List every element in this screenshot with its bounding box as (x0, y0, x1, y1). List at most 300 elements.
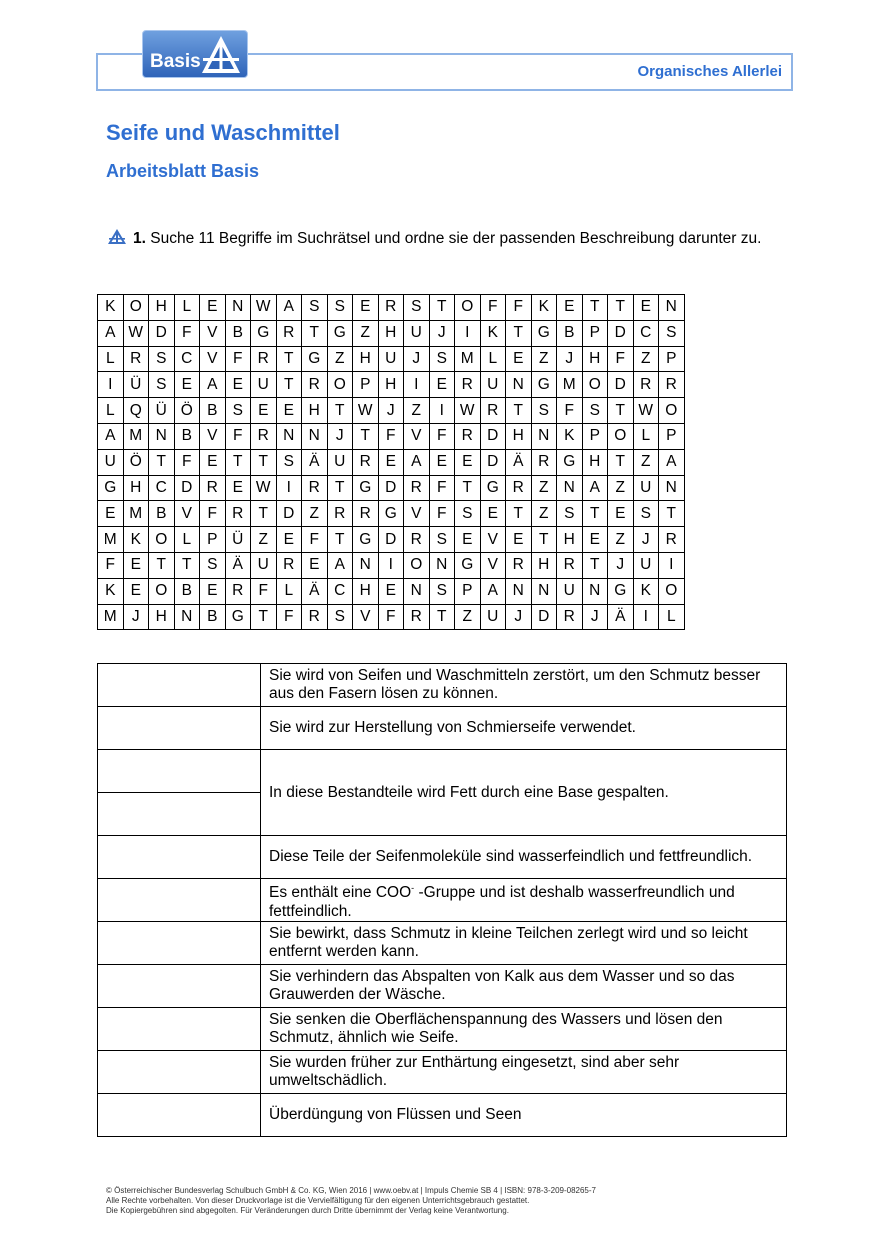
grid-letter[interactable]: N (659, 475, 685, 501)
grid-letter[interactable]: B (174, 578, 200, 604)
grid-letter[interactable]: N (404, 578, 430, 604)
grid-letter[interactable]: K (633, 578, 659, 604)
grid-letter[interactable]: B (225, 320, 251, 346)
grid-letter[interactable]: E (429, 372, 455, 398)
grid-letter[interactable]: J (608, 552, 634, 578)
grid-letter[interactable]: B (200, 398, 226, 424)
grid-letter[interactable]: E (378, 449, 404, 475)
grid-letter[interactable]: K (98, 578, 124, 604)
grid-letter[interactable]: E (276, 527, 302, 553)
grid-letter[interactable]: N (429, 552, 455, 578)
grid-letter[interactable]: J (327, 423, 353, 449)
grid-letter[interactable]: T (455, 475, 481, 501)
grid-letter[interactable]: G (353, 527, 379, 553)
grid-letter[interactable]: F (429, 475, 455, 501)
grid-letter[interactable]: A (480, 578, 506, 604)
grid-letter[interactable]: N (506, 578, 532, 604)
grid-letter[interactable]: N (557, 475, 583, 501)
grid-letter[interactable]: H (582, 346, 608, 372)
grid-letter[interactable]: S (659, 320, 685, 346)
grid-letter[interactable]: S (200, 552, 226, 578)
grid-letter[interactable]: O (149, 527, 175, 553)
grid-letter[interactable]: T (429, 295, 455, 321)
grid-letter[interactable]: Z (531, 346, 557, 372)
grid-letter[interactable]: E (557, 295, 583, 321)
grid-letter[interactable]: G (480, 475, 506, 501)
grid-letter[interactable]: H (149, 604, 175, 630)
grid-letter[interactable]: V (404, 423, 430, 449)
grid-letter[interactable]: N (506, 372, 532, 398)
grid-letter[interactable]: E (302, 552, 328, 578)
grid-letter[interactable]: T (531, 527, 557, 553)
grid-letter[interactable]: L (480, 346, 506, 372)
grid-letter[interactable]: G (353, 475, 379, 501)
grid-letter[interactable]: S (327, 295, 353, 321)
grid-letter[interactable]: L (174, 527, 200, 553)
answer-cell[interactable] (98, 1094, 261, 1137)
grid-letter[interactable]: I (378, 552, 404, 578)
grid-letter[interactable]: I (659, 552, 685, 578)
grid-letter[interactable]: W (633, 398, 659, 424)
grid-letter[interactable]: E (455, 527, 481, 553)
grid-letter[interactable]: R (200, 475, 226, 501)
grid-letter[interactable]: T (302, 320, 328, 346)
grid-letter[interactable]: Z (531, 501, 557, 527)
grid-letter[interactable]: S (582, 398, 608, 424)
grid-letter[interactable]: R (225, 578, 251, 604)
grid-letter[interactable]: N (353, 552, 379, 578)
grid-letter[interactable]: K (123, 527, 149, 553)
grid-letter[interactable]: A (276, 295, 302, 321)
grid-letter[interactable]: M (123, 501, 149, 527)
grid-letter[interactable]: F (174, 320, 200, 346)
grid-letter[interactable]: S (633, 501, 659, 527)
grid-letter[interactable]: M (557, 372, 583, 398)
grid-letter[interactable]: T (251, 501, 277, 527)
grid-letter[interactable]: N (225, 295, 251, 321)
grid-letter[interactable]: O (455, 295, 481, 321)
grid-letter[interactable]: R (659, 372, 685, 398)
grid-letter[interactable]: N (302, 423, 328, 449)
grid-letter[interactable]: H (506, 423, 532, 449)
grid-letter[interactable]: V (174, 501, 200, 527)
grid-letter[interactable]: D (276, 501, 302, 527)
grid-letter[interactable]: R (327, 501, 353, 527)
grid-letter[interactable]: U (251, 552, 277, 578)
grid-letter[interactable]: E (200, 295, 226, 321)
grid-letter[interactable]: S (276, 449, 302, 475)
grid-letter[interactable]: E (200, 449, 226, 475)
grid-letter[interactable]: P (582, 320, 608, 346)
grid-letter[interactable]: R (276, 320, 302, 346)
grid-letter[interactable]: D (378, 475, 404, 501)
grid-letter[interactable]: Ü (123, 372, 149, 398)
grid-letter[interactable]: E (225, 372, 251, 398)
grid-letter[interactable]: P (582, 423, 608, 449)
grid-letter[interactable]: E (251, 398, 277, 424)
grid-letter[interactable]: F (200, 501, 226, 527)
grid-letter[interactable]: V (353, 604, 379, 630)
grid-letter[interactable]: O (659, 398, 685, 424)
grid-letter[interactable]: T (608, 449, 634, 475)
grid-letter[interactable]: T (174, 552, 200, 578)
grid-letter[interactable]: S (531, 398, 557, 424)
grid-letter[interactable]: S (327, 604, 353, 630)
grid-letter[interactable]: H (353, 346, 379, 372)
grid-letter[interactable]: S (149, 346, 175, 372)
grid-letter[interactable]: G (455, 552, 481, 578)
grid-letter[interactable]: O (404, 552, 430, 578)
grid-letter[interactable]: W (123, 320, 149, 346)
grid-letter[interactable]: S (302, 295, 328, 321)
grid-letter[interactable]: G (608, 578, 634, 604)
grid-letter[interactable]: R (455, 372, 481, 398)
grid-letter[interactable]: J (633, 527, 659, 553)
grid-letter[interactable]: U (98, 449, 124, 475)
grid-letter[interactable]: T (327, 398, 353, 424)
grid-letter[interactable]: F (378, 604, 404, 630)
grid-letter[interactable]: Ä (608, 604, 634, 630)
grid-letter[interactable]: V (200, 320, 226, 346)
grid-letter[interactable]: D (174, 475, 200, 501)
grid-letter[interactable]: I (404, 372, 430, 398)
grid-letter[interactable]: P (200, 527, 226, 553)
grid-letter[interactable]: E (633, 295, 659, 321)
grid-letter[interactable]: F (225, 423, 251, 449)
grid-letter[interactable]: T (149, 449, 175, 475)
grid-letter[interactable]: V (200, 346, 226, 372)
grid-letter[interactable]: E (353, 295, 379, 321)
grid-letter[interactable]: T (506, 398, 532, 424)
grid-letter[interactable]: E (174, 372, 200, 398)
grid-letter[interactable]: E (200, 578, 226, 604)
grid-letter[interactable]: G (251, 320, 277, 346)
grid-letter[interactable]: G (531, 320, 557, 346)
grid-letter[interactable]: D (608, 372, 634, 398)
answer-cell[interactable] (98, 1008, 261, 1051)
grid-letter[interactable]: J (429, 320, 455, 346)
grid-letter[interactable]: Z (608, 475, 634, 501)
grid-letter[interactable]: V (404, 501, 430, 527)
grid-letter[interactable]: R (455, 423, 481, 449)
grid-letter[interactable]: L (98, 398, 124, 424)
grid-letter[interactable]: J (557, 346, 583, 372)
grid-letter[interactable]: S (429, 527, 455, 553)
answer-cell[interactable] (98, 707, 261, 750)
grid-letter[interactable]: R (123, 346, 149, 372)
grid-letter[interactable]: R (659, 527, 685, 553)
grid-letter[interactable]: T (225, 449, 251, 475)
grid-letter[interactable]: E (378, 578, 404, 604)
grid-letter[interactable]: R (480, 398, 506, 424)
grid-letter[interactable]: O (608, 423, 634, 449)
grid-letter[interactable]: N (531, 578, 557, 604)
answer-cell[interactable] (98, 793, 261, 836)
grid-letter[interactable]: S (225, 398, 251, 424)
grid-letter[interactable]: E (480, 501, 506, 527)
grid-letter[interactable]: H (149, 295, 175, 321)
grid-letter[interactable]: Z (353, 320, 379, 346)
grid-letter[interactable]: U (633, 475, 659, 501)
grid-letter[interactable]: R (557, 552, 583, 578)
grid-letter[interactable]: E (98, 501, 124, 527)
grid-letter[interactable]: G (302, 346, 328, 372)
grid-letter[interactable]: J (582, 604, 608, 630)
grid-letter[interactable]: E (429, 449, 455, 475)
grid-letter[interactable]: S (455, 501, 481, 527)
grid-letter[interactable]: N (531, 423, 557, 449)
grid-letter[interactable]: N (276, 423, 302, 449)
grid-letter[interactable]: R (557, 604, 583, 630)
grid-letter[interactable]: B (557, 320, 583, 346)
grid-letter[interactable]: U (327, 449, 353, 475)
grid-letter[interactable]: R (506, 475, 532, 501)
grid-letter[interactable]: A (98, 320, 124, 346)
grid-letter[interactable]: U (251, 372, 277, 398)
grid-letter[interactable]: G (98, 475, 124, 501)
grid-letter[interactable]: F (608, 346, 634, 372)
grid-letter[interactable]: R (353, 501, 379, 527)
grid-letter[interactable]: G (531, 372, 557, 398)
grid-letter[interactable]: U (633, 552, 659, 578)
grid-letter[interactable]: P (455, 578, 481, 604)
grid-letter[interactable]: D (480, 423, 506, 449)
grid-letter[interactable]: T (276, 372, 302, 398)
grid-letter[interactable]: U (557, 578, 583, 604)
grid-letter[interactable]: I (98, 372, 124, 398)
grid-letter[interactable]: Z (633, 346, 659, 372)
grid-letter[interactable]: H (378, 320, 404, 346)
grid-letter[interactable]: Z (327, 346, 353, 372)
grid-letter[interactable]: W (251, 475, 277, 501)
grid-letter[interactable]: A (582, 475, 608, 501)
grid-letter[interactable]: T (608, 398, 634, 424)
grid-letter[interactable]: Ü (225, 527, 251, 553)
grid-letter[interactable]: V (480, 552, 506, 578)
grid-letter[interactable]: Z (455, 604, 481, 630)
grid-letter[interactable]: E (225, 475, 251, 501)
grid-letter[interactable]: Ö (174, 398, 200, 424)
answer-cell[interactable] (98, 664, 261, 707)
grid-letter[interactable]: Ö (123, 449, 149, 475)
grid-letter[interactable]: M (123, 423, 149, 449)
grid-letter[interactable]: R (302, 604, 328, 630)
grid-letter[interactable]: K (557, 423, 583, 449)
grid-letter[interactable]: D (149, 320, 175, 346)
grid-letter[interactable]: R (378, 295, 404, 321)
grid-letter[interactable]: N (174, 604, 200, 630)
grid-letter[interactable]: R (353, 449, 379, 475)
grid-letter[interactable]: K (531, 295, 557, 321)
grid-letter[interactable]: E (506, 346, 532, 372)
grid-letter[interactable]: R (225, 501, 251, 527)
grid-letter[interactable]: J (404, 346, 430, 372)
grid-letter[interactable]: T (608, 295, 634, 321)
grid-letter[interactable]: C (174, 346, 200, 372)
grid-letter[interactable]: F (378, 423, 404, 449)
grid-letter[interactable]: Ä (225, 552, 251, 578)
grid-letter[interactable]: C (327, 578, 353, 604)
grid-letter[interactable]: I (633, 604, 659, 630)
grid-letter[interactable]: F (480, 295, 506, 321)
grid-letter[interactable]: F (276, 604, 302, 630)
grid-letter[interactable]: B (149, 501, 175, 527)
answer-cell[interactable] (98, 922, 261, 965)
grid-letter[interactable]: P (353, 372, 379, 398)
grid-letter[interactable]: R (302, 475, 328, 501)
grid-letter[interactable]: O (327, 372, 353, 398)
grid-letter[interactable]: R (302, 372, 328, 398)
grid-letter[interactable]: I (276, 475, 302, 501)
grid-letter[interactable]: R (531, 449, 557, 475)
answer-cell[interactable] (98, 879, 261, 922)
grid-letter[interactable]: P (659, 346, 685, 372)
grid-letter[interactable]: J (506, 604, 532, 630)
answer-cell[interactable] (98, 836, 261, 879)
grid-letter[interactable]: I (455, 320, 481, 346)
grid-letter[interactable]: T (327, 475, 353, 501)
grid-letter[interactable]: J (378, 398, 404, 424)
grid-letter[interactable]: E (608, 501, 634, 527)
grid-letter[interactable]: N (659, 295, 685, 321)
grid-letter[interactable]: F (98, 552, 124, 578)
grid-letter[interactable]: L (633, 423, 659, 449)
grid-letter[interactable]: D (378, 527, 404, 553)
grid-letter[interactable]: Z (302, 501, 328, 527)
grid-letter[interactable]: W (251, 295, 277, 321)
grid-letter[interactable]: M (455, 346, 481, 372)
grid-letter[interactable]: B (200, 604, 226, 630)
grid-letter[interactable]: T (659, 501, 685, 527)
grid-letter[interactable]: S (429, 346, 455, 372)
grid-letter[interactable]: F (225, 346, 251, 372)
grid-letter[interactable]: U (404, 320, 430, 346)
grid-letter[interactable]: C (633, 320, 659, 346)
grid-letter[interactable]: T (506, 320, 532, 346)
grid-letter[interactable]: Ü (149, 398, 175, 424)
grid-letter[interactable]: Z (633, 449, 659, 475)
grid-letter[interactable]: K (480, 320, 506, 346)
grid-letter[interactable]: F (174, 449, 200, 475)
grid-letter[interactable]: E (582, 527, 608, 553)
grid-letter[interactable]: H (123, 475, 149, 501)
grid-letter[interactable]: E (276, 398, 302, 424)
grid-letter[interactable]: U (480, 372, 506, 398)
grid-letter[interactable]: R (251, 346, 277, 372)
grid-letter[interactable]: H (531, 552, 557, 578)
grid-letter[interactable]: H (378, 372, 404, 398)
grid-letter[interactable]: R (404, 475, 430, 501)
grid-letter[interactable]: D (608, 320, 634, 346)
grid-letter[interactable]: F (506, 295, 532, 321)
grid-letter[interactable]: T (582, 295, 608, 321)
grid-letter[interactable]: G (225, 604, 251, 630)
grid-letter[interactable]: Ä (302, 578, 328, 604)
grid-letter[interactable]: G (557, 449, 583, 475)
grid-letter[interactable]: C (149, 475, 175, 501)
grid-letter[interactable]: A (98, 423, 124, 449)
grid-letter[interactable]: L (174, 295, 200, 321)
grid-letter[interactable]: U (378, 346, 404, 372)
grid-letter[interactable]: K (98, 295, 124, 321)
grid-letter[interactable]: I (429, 398, 455, 424)
grid-letter[interactable]: Q (123, 398, 149, 424)
grid-letter[interactable]: M (98, 604, 124, 630)
grid-letter[interactable]: T (251, 449, 277, 475)
grid-letter[interactable]: T (582, 552, 608, 578)
grid-letter[interactable]: O (582, 372, 608, 398)
grid-letter[interactable]: R (276, 552, 302, 578)
grid-letter[interactable]: Z (531, 475, 557, 501)
grid-letter[interactable]: O (149, 578, 175, 604)
grid-letter[interactable]: H (353, 578, 379, 604)
grid-letter[interactable]: O (123, 295, 149, 321)
grid-letter[interactable]: T (506, 501, 532, 527)
grid-letter[interactable]: S (404, 295, 430, 321)
grid-letter[interactable]: S (557, 501, 583, 527)
grid-letter[interactable]: Z (404, 398, 430, 424)
grid-letter[interactable]: A (327, 552, 353, 578)
grid-letter[interactable]: E (455, 449, 481, 475)
grid-letter[interactable]: R (633, 372, 659, 398)
grid-letter[interactable]: U (480, 604, 506, 630)
grid-letter[interactable]: F (429, 423, 455, 449)
grid-letter[interactable]: F (302, 527, 328, 553)
grid-letter[interactable]: E (123, 578, 149, 604)
grid-letter[interactable]: L (98, 346, 124, 372)
grid-letter[interactable]: R (404, 527, 430, 553)
grid-letter[interactable]: D (480, 449, 506, 475)
grid-letter[interactable]: E (123, 552, 149, 578)
grid-letter[interactable]: F (251, 578, 277, 604)
grid-letter[interactable]: T (149, 552, 175, 578)
grid-letter[interactable]: Z (251, 527, 277, 553)
grid-letter[interactable]: W (455, 398, 481, 424)
grid-letter[interactable]: A (659, 449, 685, 475)
grid-letter[interactable]: B (174, 423, 200, 449)
grid-letter[interactable]: P (659, 423, 685, 449)
grid-letter[interactable]: A (200, 372, 226, 398)
answer-cell[interactable] (98, 750, 261, 793)
grid-letter[interactable]: H (582, 449, 608, 475)
answer-cell[interactable] (98, 1051, 261, 1094)
grid-letter[interactable]: J (123, 604, 149, 630)
grid-letter[interactable]: T (327, 527, 353, 553)
grid-letter[interactable]: N (582, 578, 608, 604)
grid-letter[interactable]: T (353, 423, 379, 449)
grid-letter[interactable]: R (506, 552, 532, 578)
grid-letter[interactable]: G (378, 501, 404, 527)
grid-letter[interactable]: T (429, 604, 455, 630)
grid-letter[interactable]: H (557, 527, 583, 553)
grid-letter[interactable]: Ä (506, 449, 532, 475)
grid-letter[interactable]: F (429, 501, 455, 527)
grid-letter[interactable]: S (429, 578, 455, 604)
grid-letter[interactable]: Z (608, 527, 634, 553)
grid-letter[interactable]: D (531, 604, 557, 630)
grid-letter[interactable]: L (276, 578, 302, 604)
grid-letter[interactable]: H (302, 398, 328, 424)
grid-letter[interactable]: L (659, 604, 685, 630)
grid-letter[interactable]: Ä (302, 449, 328, 475)
grid-letter[interactable]: R (251, 423, 277, 449)
grid-letter[interactable]: V (480, 527, 506, 553)
grid-letter[interactable]: T (251, 604, 277, 630)
grid-letter[interactable]: R (404, 604, 430, 630)
grid-letter[interactable]: A (404, 449, 430, 475)
grid-letter[interactable]: T (276, 346, 302, 372)
grid-letter[interactable]: S (149, 372, 175, 398)
